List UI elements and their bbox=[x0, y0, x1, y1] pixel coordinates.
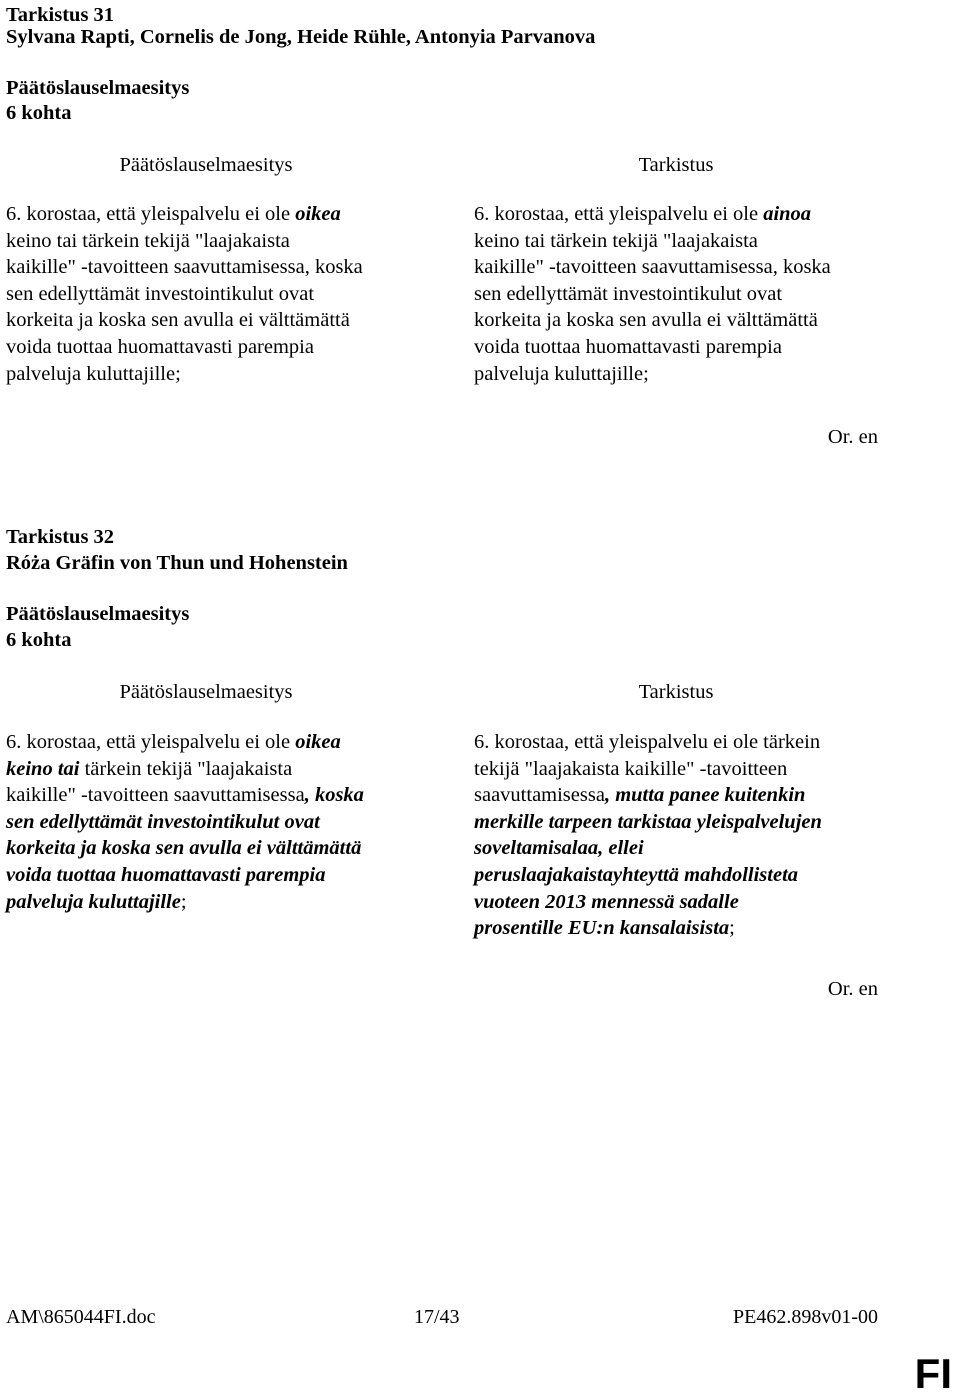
amendment-doc-type: Päätöslauselmaesitys bbox=[6, 603, 190, 625]
amendment-number: Tarkistus 32 bbox=[6, 526, 115, 548]
amendment-authors: Sylvana Rapti, Cornelis de Jong, Heide Rühle, Antonyia Parvanova bbox=[6, 26, 596, 48]
text-run: palveluja kuluttajille; bbox=[474, 362, 649, 385]
text-run: tärkein tekijä "laajakaista bbox=[79, 757, 293, 780]
text-run: voida tuottaa huomattavasti parempia bbox=[6, 335, 314, 358]
emphasized-text: sen edellyttämät investointikulut ovat bbox=[6, 810, 320, 833]
text-line bbox=[474, 835, 894, 862]
emphasized-text: ainoa bbox=[763, 203, 812, 225]
text-run: keino tai tärkein tekijä "laajakaista bbox=[6, 229, 290, 252]
emphasized-text: korkeita ja koska sen avulla ei välttämättä bbox=[6, 837, 362, 860]
text-run: tekijä "laajakaista kaikille" -tavoitteen bbox=[474, 757, 788, 780]
text-run: ; bbox=[729, 917, 735, 940]
text-run: korkeita ja koska sen avulla ei välttämättä bbox=[6, 309, 350, 332]
right-column-header: Tarkistus bbox=[638, 154, 714, 176]
emphasized-text: peruslaajakaistayhteyttä mahdollisteta bbox=[474, 863, 799, 886]
text-line bbox=[474, 889, 894, 916]
text-line bbox=[6, 809, 426, 836]
original-text bbox=[6, 201, 426, 387]
text-line bbox=[474, 254, 894, 281]
left-column-header: Päätöslauselmaesitys bbox=[119, 681, 293, 703]
text-line bbox=[6, 361, 426, 388]
text-run: kaikille" -tavoitteen saavuttamisessa, koska bbox=[474, 256, 831, 279]
footer-pe-ref: PE462.898v01-00 bbox=[733, 1306, 878, 1328]
original-language: Or. en bbox=[827, 426, 878, 448]
footer-doc-ref: AM\865044FI.doc bbox=[6, 1306, 156, 1328]
text-line bbox=[6, 889, 426, 916]
left-column-header: Päätöslauselmaesitys bbox=[119, 154, 293, 176]
text-line bbox=[474, 915, 894, 942]
original-text bbox=[6, 729, 426, 915]
amended-text bbox=[474, 729, 894, 942]
text-run: 6. korostaa, että yleispalvelu ei ole bbox=[6, 731, 296, 753]
text-line bbox=[474, 228, 894, 255]
text-line bbox=[474, 201, 894, 228]
text-run: korkeita ja koska sen avulla ei välttämättä bbox=[474, 309, 818, 332]
text-line bbox=[474, 729, 894, 756]
text-run: palveluja kuluttajille; bbox=[6, 362, 181, 385]
footer-page-number: 17/43 bbox=[414, 1306, 460, 1328]
text-line bbox=[474, 281, 894, 308]
text-line bbox=[6, 254, 426, 281]
amended-text bbox=[474, 201, 894, 387]
text-run: 6. korostaa, että yleispalvelu ei ole tärkein bbox=[474, 731, 821, 753]
text-run: saavuttamisessa bbox=[474, 784, 605, 807]
amendment-authors: Róża Gräfin von Thun und Hohenstein bbox=[6, 552, 348, 574]
amendment-paragraph-ref: 6 kohta bbox=[6, 102, 72, 124]
amendment-doc-type: Päätöslauselmaesitys bbox=[6, 77, 190, 99]
text-line bbox=[6, 281, 426, 308]
amendment-paragraph-ref: 6 kohta bbox=[6, 629, 72, 651]
text-run: sen edellyttämät investointikulut ovat bbox=[474, 282, 783, 305]
emphasized-text: oikea bbox=[295, 731, 341, 753]
text-run: 6. korostaa, että yleispalvelu ei ole bbox=[6, 203, 296, 225]
right-column-header: Tarkistus bbox=[638, 681, 714, 703]
text-run: ; bbox=[180, 890, 187, 913]
emphasized-text: palveluja kuluttajille bbox=[6, 890, 181, 913]
emphasized-text: , koska bbox=[304, 784, 364, 807]
emphasized-text: soveltamisalaa, ellei bbox=[474, 837, 644, 860]
text-line bbox=[6, 835, 426, 862]
text-line bbox=[6, 729, 426, 756]
text-line bbox=[6, 334, 426, 361]
text-line bbox=[6, 782, 426, 809]
text-run: sen edellyttämät investointikulut ovat bbox=[6, 282, 315, 305]
emphasized-text: merkille tarpeen tarkistaa yleispalvelujen bbox=[474, 810, 822, 833]
text-line bbox=[474, 361, 894, 388]
text-line bbox=[474, 307, 894, 334]
text-line bbox=[474, 862, 894, 889]
emphasized-text: vuoteen 2013 mennessä sadalle bbox=[474, 890, 739, 913]
text-line bbox=[474, 782, 894, 809]
text-line bbox=[6, 201, 426, 228]
emphasized-text: voida tuottaa huomattavasti parempia bbox=[6, 863, 326, 886]
text-line bbox=[6, 756, 426, 783]
text-run: voida tuottaa huomattavasti parempia bbox=[474, 335, 782, 358]
text-line bbox=[6, 307, 426, 334]
text-line bbox=[6, 862, 426, 889]
original-language: Or. en bbox=[827, 978, 878, 1000]
text-run: keino tai tärkein tekijä "laajakaista bbox=[474, 229, 758, 252]
text-line bbox=[6, 228, 426, 255]
text-run: kaikille" -tavoitteen saavuttamisessa bbox=[6, 784, 305, 807]
text-line bbox=[474, 756, 894, 783]
text-line bbox=[474, 334, 894, 361]
text-run: kaikille" -tavoitteen saavuttamisessa, koska bbox=[6, 256, 363, 279]
text-line bbox=[474, 809, 894, 836]
emphasized-text: prosentille EU:n kansalaisista bbox=[474, 917, 730, 940]
text-run: 6. korostaa, että yleispalvelu ei ole bbox=[474, 203, 764, 225]
emphasized-text: keino tai bbox=[6, 757, 80, 780]
language-mark: FI bbox=[914, 1350, 952, 1397]
amendment-number: Tarkistus 31 bbox=[6, 4, 115, 26]
emphasized-text: oikea bbox=[295, 203, 341, 225]
emphasized-text: , mutta panee kuitenkin bbox=[604, 784, 806, 807]
